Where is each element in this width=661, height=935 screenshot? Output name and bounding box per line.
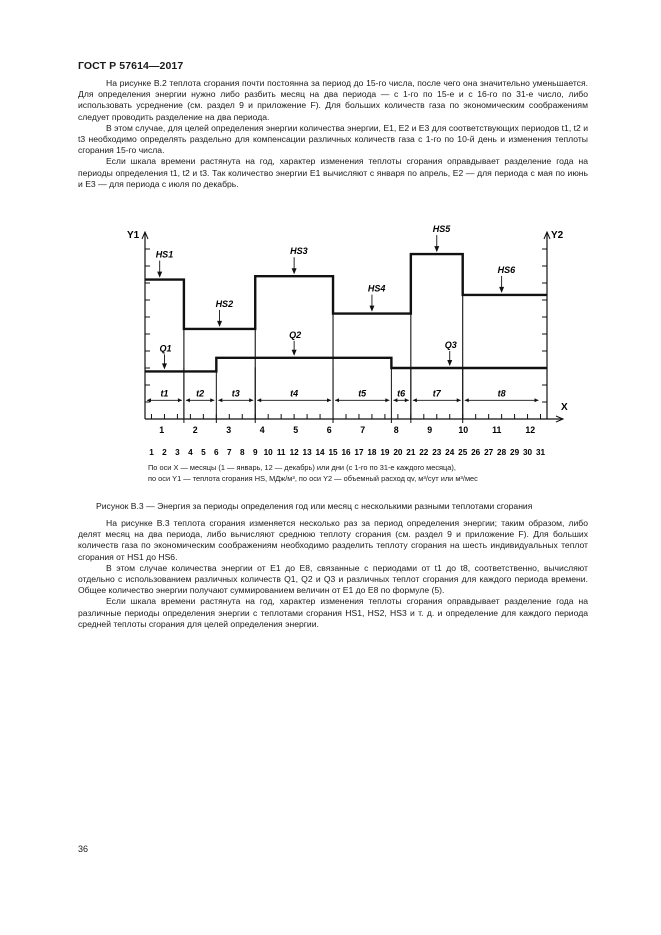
period-label: t2 [196, 388, 205, 399]
x-month-label: 6 [326, 425, 332, 435]
x-day-label: 30 [522, 448, 533, 457]
x-day-label: 8 [239, 448, 245, 457]
y2-axis-label: Y2 [551, 230, 564, 241]
x-month-label: 10 [458, 425, 469, 435]
x-month-label: 12 [525, 425, 536, 435]
flow-label: Q3 [444, 340, 457, 350]
flow-pointer-head [447, 360, 452, 366]
heating-value-label: HS3 [290, 246, 308, 257]
x-day-label: 24 [445, 448, 455, 457]
x-month-label: 8 [393, 425, 399, 435]
x-day-label: 27 [484, 448, 494, 457]
body-paragraph-2: В этом случае количества энергии от E1 до E8, связанные с периодами от t1 до t8, соответственно, вычисляют отдельно с использованием различных количеств Q1, Q2 и Q3 и различных теплот сгорания для каждого периода времени. Общее количество энергии получают суммированием величин от E1 до E8 по формуле (5). [78, 562, 588, 596]
x-month-label: 11 [492, 425, 502, 435]
x-month-label: 1 [159, 425, 165, 435]
page-number: 36 [78, 844, 89, 854]
x-day-label: 20 [393, 448, 403, 457]
x-day-label: 28 [497, 448, 507, 457]
x-day-label: 10 [263, 448, 273, 457]
period-span-arrow-right [405, 398, 409, 402]
axis-note-2: по оси Y1 — теплота сгорания HS, МДж/м³, по оси Y2 — объемный расход qv, м³/сут или м³/мес [148, 474, 478, 483]
period-span-arrow-right [178, 398, 182, 402]
x-month-label: 2 [192, 425, 198, 435]
x-day-label: 22 [419, 448, 429, 457]
intro-text [78, 78, 588, 190]
heating-value-label: HS4 [367, 283, 386, 294]
body-paragraph-1: На рисунке В.3 теплота сгорания изменяется несколько раз за период определения энергии; таким образом, либо делят месяц на два периода, либо вычисляют среднюю теплоту сгорания (см. раздел 9 и приложение F). Для больших количеств газа по экономическим соображениям необходимо разделить теплоту сгорания на шесть индивидуальных теплот сгорания от HS1 до HS6. [78, 518, 588, 562]
heating-value-pointer-head [157, 272, 162, 278]
heating-value-pointer-head [292, 268, 297, 274]
intro-paragraph-3: Если шкала времени растянута на год, характер изменения теплоты сгорания оправдывает разделение года на периоды определения t1, t2 и t3. Так количество энергии E1 вычисляют с января по апрель, E2 — для периода с мая по июнь и E3 — для периода с июля по декабрь. [78, 156, 588, 189]
heating-value-line [145, 254, 547, 329]
x-day-label: 31 [535, 448, 546, 457]
heating-value-pointer-head [434, 246, 439, 252]
x-month-label: 5 [293, 425, 299, 435]
x-month-label: 9 [427, 425, 433, 435]
period-span-arrow-left [218, 398, 222, 402]
x-day-label: 7 [227, 448, 232, 457]
x-day-label: 12 [289, 448, 299, 457]
x-day-label: 14 [315, 448, 325, 457]
period-span-arrow-right [249, 398, 253, 402]
intro-paragraph-2: В этом случае, для целей определения энергии количества энергии, E1, E2 и E3 для соответствующих периодов t1, t2 и t3 необходимо определять раздельно для компенсации различных количеств газа с 1-го по 10-й день и изменения теплоты сгорания 15-го числа. [78, 122, 588, 156]
x-day-label: 21 [406, 448, 416, 457]
period-span-arrow-left [465, 398, 469, 402]
heating-value-pointer-head [369, 306, 374, 312]
y1-axis-label: Y1 [127, 230, 140, 241]
period-label: t4 [290, 388, 299, 399]
x-month-label: 7 [360, 425, 366, 435]
period-span-arrow-left [335, 398, 339, 402]
heating-value-pointer-head [499, 287, 504, 293]
heating-value-label: HS2 [215, 298, 234, 309]
body-paragraph-3: Если шкала времени растянута на год, характер изменения теплоты сгорания оправдывает разделение года на различные периоды определения энергии с теплотами сгорания HS1, HS2, HS3 и т. д. и определение для каждого периода средней теплоты сгорания для целей определения энергии. [78, 596, 588, 629]
x-axis-label: X [561, 402, 568, 413]
period-label: t3 [231, 388, 240, 399]
period-span-arrow-left [257, 398, 261, 402]
flow-label: Q1 [159, 343, 172, 354]
body-text [78, 518, 588, 630]
x-day-label: 5 [201, 448, 206, 457]
x-month-label: 3 [226, 425, 232, 435]
x-day-label: 15 [328, 448, 338, 457]
period-label: t5 [358, 388, 367, 399]
x-day-label: 16 [341, 448, 351, 457]
flow-pointer-head [292, 350, 297, 356]
flow-pointer-head [162, 363, 167, 369]
period-label: t6 [397, 388, 406, 399]
flow-line [145, 358, 547, 372]
x-day-label: 1 [149, 448, 154, 457]
x-day-label: 29 [510, 448, 520, 457]
energy-step-chart [110, 222, 580, 462]
x-day-label: 19 [380, 448, 390, 457]
period-span-arrow-left [186, 398, 190, 402]
x-day-label: 18 [367, 448, 377, 457]
x-day-label: 13 [302, 448, 312, 457]
x-day-label: 6 [214, 448, 219, 457]
heating-value-label: HS6 [497, 264, 516, 275]
x-day-label: 17 [354, 448, 364, 457]
heating-value-label: HS5 [432, 224, 451, 235]
figure-title: Рисунок В.3 — Энергия за периоды определения год или месяц с несколькими разными теплотами сгорания [96, 501, 533, 511]
intro-paragraph-1: На рисунке В.2 теплота сгорания почти постоянна за период до 15-го числа, после чего она значительно уменьшается. Для определения энергии нужно либо разбить месяц на два периода — с 1-го по 15-е и с 16-го по 31-е число, либо использовать усреднение (см. раздел 9 и приложение F). Для больших количеств газа по экономическим соображениям следует проводить разделение на два периода. [78, 78, 588, 122]
period-label: t8 [497, 388, 506, 399]
x-month-label: 4 [259, 425, 265, 435]
x-day-label: 25 [458, 448, 468, 457]
x-day-label: 11 [276, 448, 286, 457]
period-span-arrow-right [457, 398, 461, 402]
x-day-label: 23 [432, 448, 442, 457]
document-header: ГОСТ Р 57614—2017 [78, 60, 184, 72]
x-day-label: 9 [252, 448, 258, 457]
heating-value-pointer-head [217, 321, 222, 327]
x-day-label: 2 [162, 448, 167, 457]
x-day-label: 3 [175, 448, 180, 457]
x-day-label: 4 [188, 448, 193, 457]
flow-label: Q2 [289, 329, 302, 340]
period-label: t1 [160, 388, 169, 399]
period-span-arrow-right [327, 398, 331, 402]
period-label: t7 [432, 388, 441, 399]
x-day-label: 26 [471, 448, 481, 457]
period-span-arrow-right [385, 398, 389, 402]
axis-note-1: По оси X — месяцы (1 — январь, 12 — декабрь) или дни (с 1-го по 31-е каждого месяца), [148, 463, 456, 472]
heating-value-label: HS1 [155, 249, 174, 260]
period-span-arrow-right [210, 398, 214, 402]
period-span-arrow-right [535, 398, 539, 402]
period-span-arrow-left [413, 398, 417, 402]
period-span-arrow-left [393, 398, 397, 402]
